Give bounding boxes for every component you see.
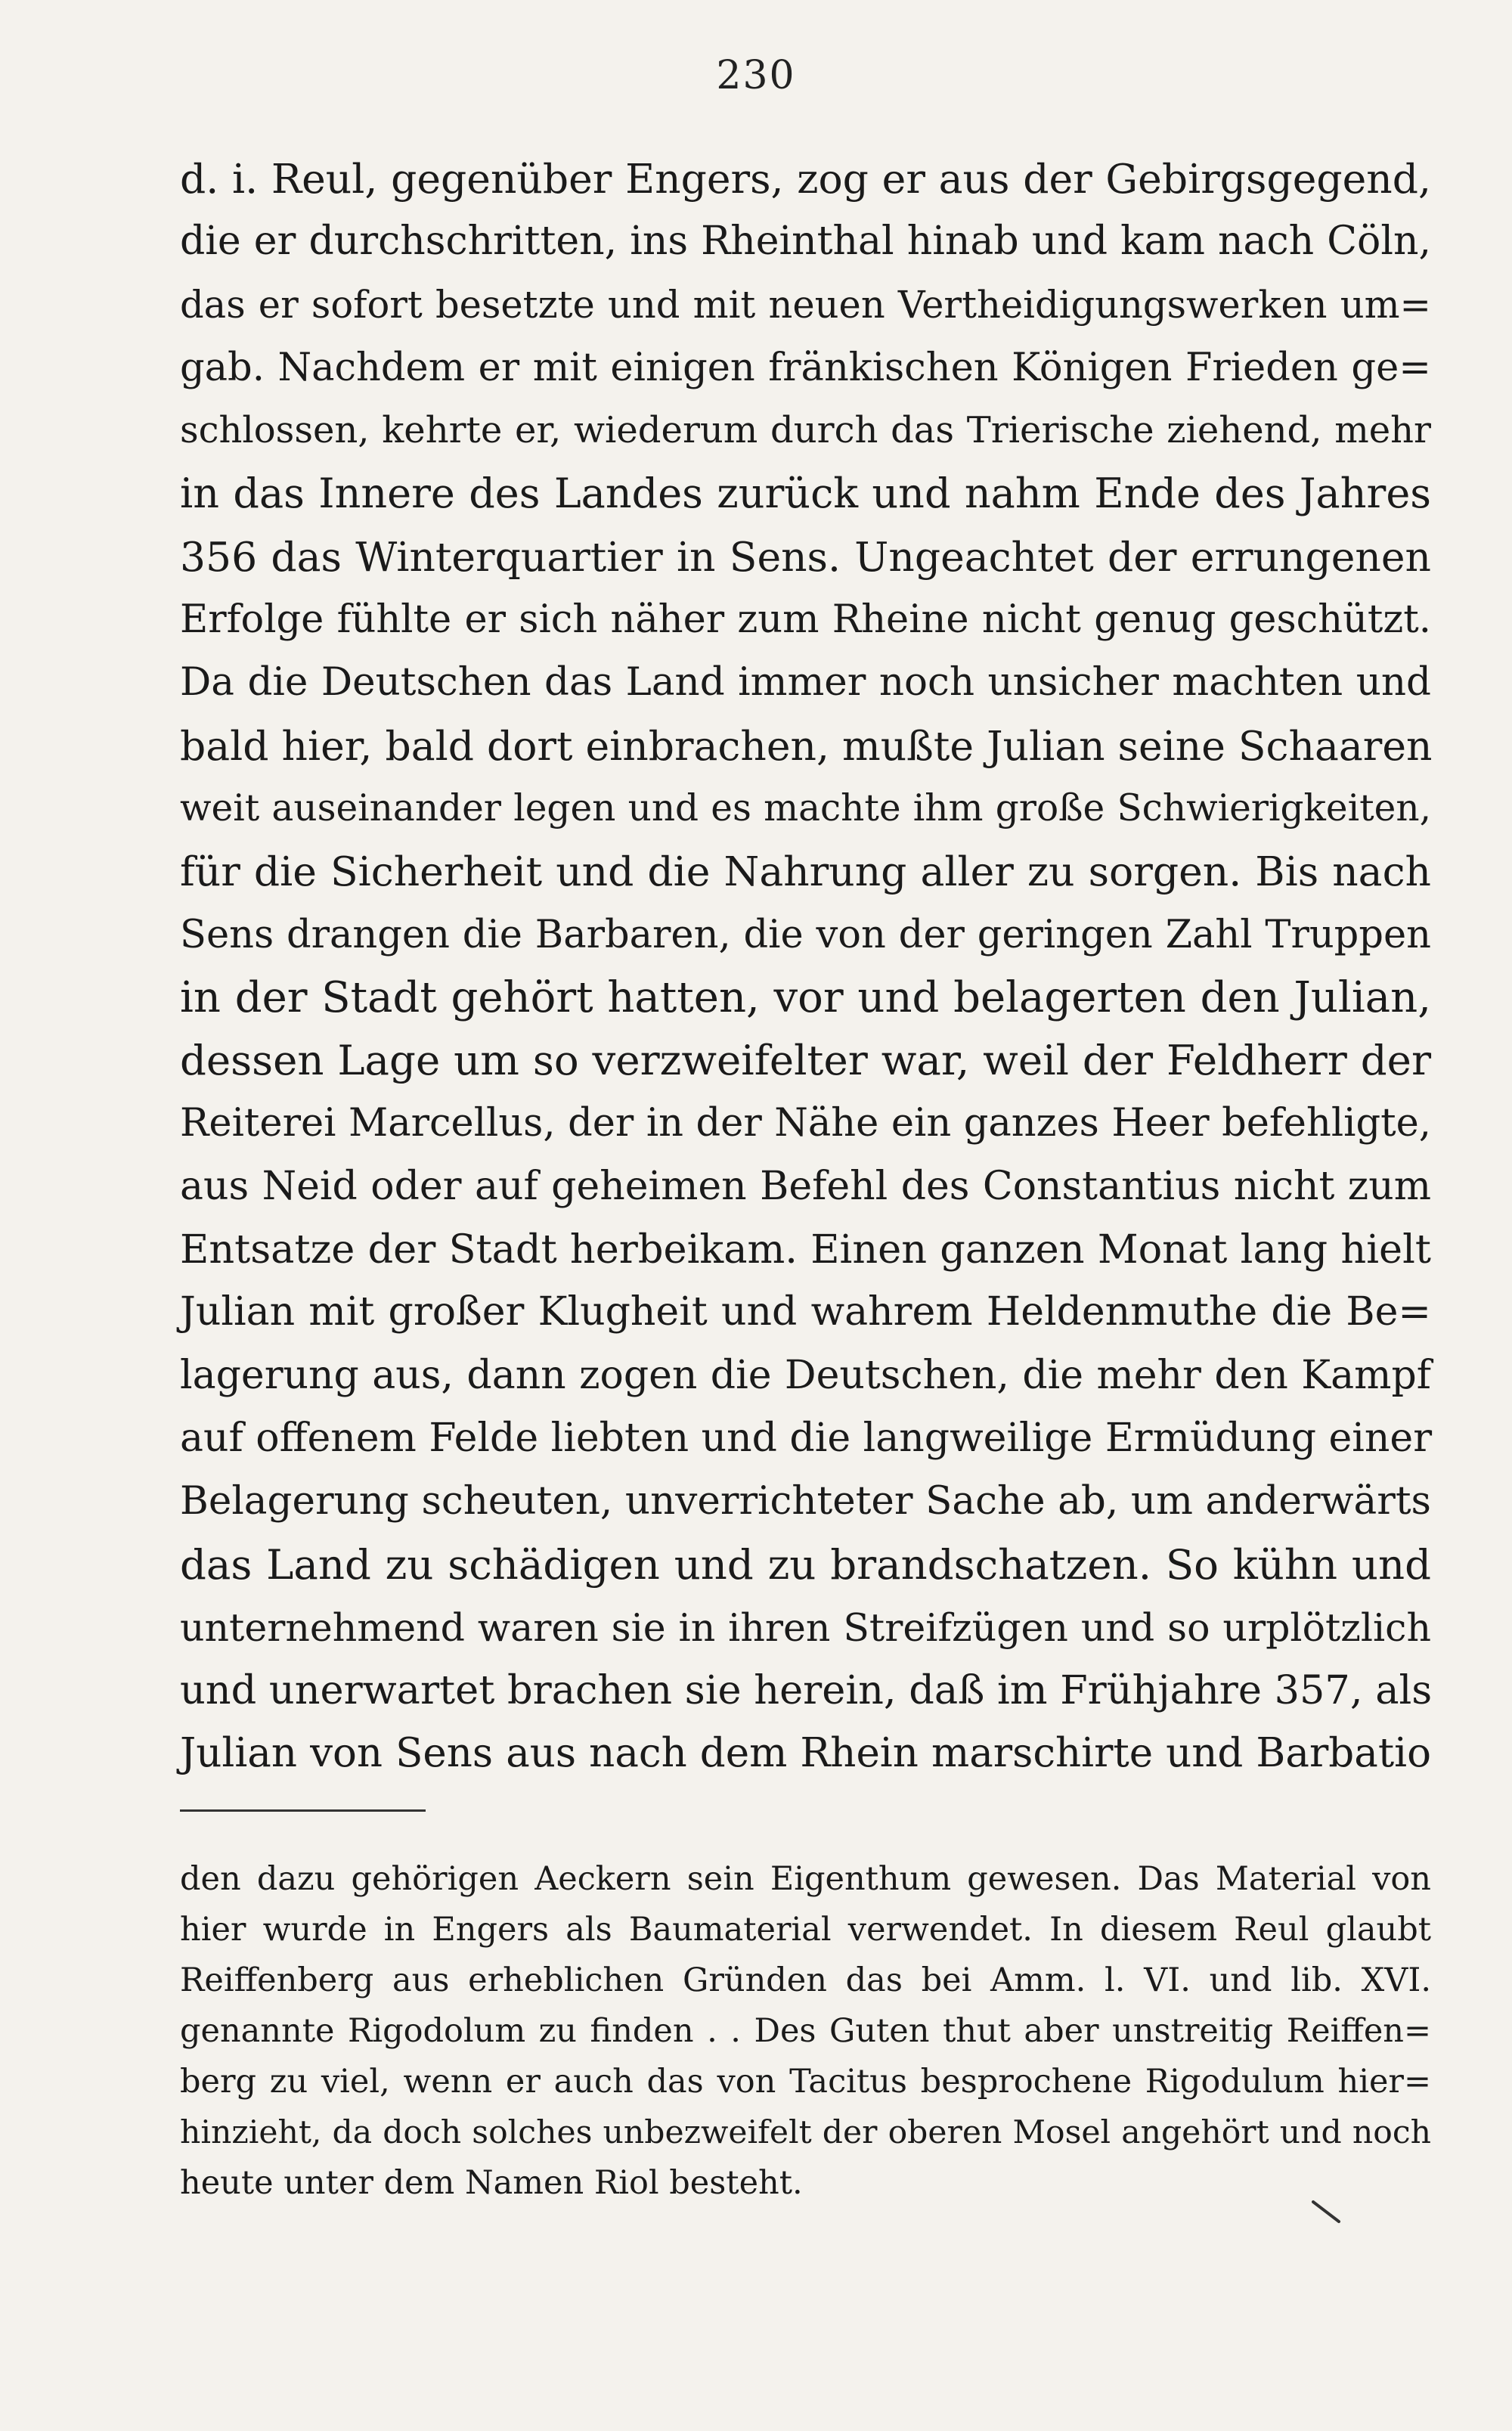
text-line: das Land zu schädigen und zu brandschatzen. So kühn und	[180, 1540, 1431, 1589]
page-number: 230	[716, 53, 796, 98]
text-line: in der Stadt gehört hatten, vor und belagerten den Julian,	[180, 972, 1431, 1022]
text-line: gab. Nachdem er mit einigen fränkischen Königen Frieden ge=	[180, 345, 1431, 390]
text-line: dessen Lage um so verzweifelter war, weil der Feldherr der	[180, 1036, 1431, 1085]
text-line: Julian von Sens aus nach dem Rhein marschirte und Barbatio	[180, 1730, 1431, 1777]
main-text-block	[180, 147, 1431, 1785]
footnote-line: den dazu gehörigen Aeckern sein Eigenthum gewesen. Das Material von	[180, 1860, 1431, 1898]
text-line: Entsatze der Stadt herbeikam. Einen ganzen Monat lang hielt	[180, 1226, 1431, 1273]
footnote-line: berg zu viel, wenn er auch das von Tacitus besprochene Rigodulum hier=	[180, 2063, 1431, 2101]
text-line: Reiterei Marcellus, der in der Nähe ein ganzes Heer befehligte,	[180, 1101, 1431, 1146]
text-line: Julian mit großer Klugheit und wahrem Heldenmuthe die Be=	[180, 1289, 1431, 1335]
footnote-line: Reiffenberg aus erheblichen Gründen das bei Amm. l. VI. und lib. XVI.	[180, 1961, 1431, 1999]
text-line: lagerung aus, dann zogen die Deutschen, die mehr den Kampf	[180, 1352, 1431, 1398]
text-line: unternehmend waren sie in ihren Streifzügen und so urplötzlich	[180, 1605, 1431, 1650]
footnote-line: hinzieht, da doch solches unbezweifelt der oberen Mosel angehört und noch	[180, 2114, 1431, 2151]
footnote-block	[180, 1854, 1431, 2209]
text-line: das er sofort besetzte und mit neuen Vertheidigungswerken um=	[180, 282, 1431, 327]
stray-pen-mark-icon	[1312, 2199, 1342, 2225]
footnote-line: heute unter dem Namen Riol besteht.	[180, 2164, 803, 2202]
text-line: Belagerung scheuten, unverrichteter Sache ab, um anderwärts	[180, 1478, 1431, 1524]
footnote-line: hier wurde in Engers als Baumaterial verwendet. In diesem Reul glaubt	[180, 1911, 1431, 1949]
text-line: in das Innere des Landes zurück und nahm Ende des Jahres	[180, 470, 1431, 518]
text-line: schlossen, kehrte er, wiederum durch das Trierische ziehend, mehr	[180, 409, 1431, 452]
text-line: weit auseinander legen und es machte ihm große Schwierigkeiten,	[180, 786, 1431, 829]
footnote-separator-rule	[180, 1809, 426, 1812]
text-line: d. i. Reul, gegenüber Engers, zog er aus der Gebirgsgegend,	[180, 155, 1431, 203]
text-line: und unerwartet brachen sie herein, daß im Frühjahre 357, als	[180, 1667, 1433, 1714]
text-line: 356 das Winterquartier in Sens. Ungeachtet der errungenen	[180, 532, 1431, 581]
text-line: die er durchschritten, ins Rheinthal hinab und kam nach Cöln,	[180, 219, 1431, 265]
text-line: Erfolge fühlte er sich näher zum Rheine nicht genug geschützt.	[180, 597, 1431, 643]
text-line: bald hier, bald dort einbrachen, mußte Julian seine Schaaren	[180, 721, 1433, 770]
text-line: Sens drangen die Barbaren, die von der geringen Zahl Truppen	[180, 912, 1431, 957]
text-line: aus Neid oder auf geheimen Befehl des Constantius nicht zum	[180, 1163, 1431, 1209]
footnote-line: genannte Rigodolum zu finden . . Des Guten thut aber unstreitig Reiffen=	[180, 2012, 1431, 2050]
text-line: für die Sicherheit und die Nahrung aller zu sorgen. Bis nach	[180, 848, 1431, 896]
text-line: Da die Deutschen das Land immer noch unsicher machten und	[180, 659, 1431, 705]
text-line: auf offenem Felde liebten und die langweilige Ermüdung einer	[180, 1415, 1433, 1461]
